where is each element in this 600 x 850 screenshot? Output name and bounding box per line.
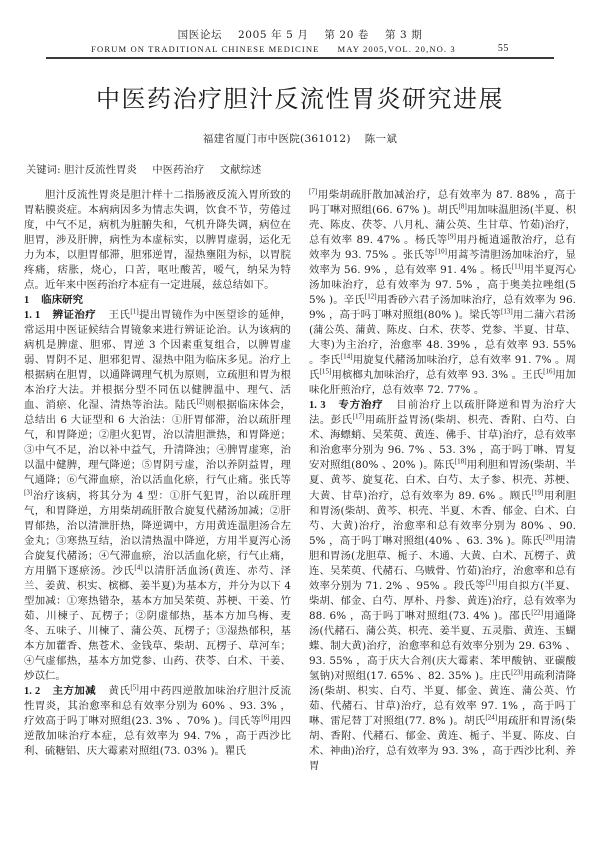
sec13-text-d: 用利胆和胃汤(柴胡、黄芩、枳壳、半夏、木香、郁金、白术、白芍、大黄)治疗，治愈率和总有效率分别为 80% 、90. 5% ，高于吗丁啉对照组(40% 、63. 3% )。陈氏	[309, 489, 576, 547]
reference-marker-22: [22]	[531, 608, 544, 617]
sec12-text-h: 用半夏泻心汤加味治疗，总有效率为 97. 5% ，高于奥美拉唑组(55% )。辛氏	[309, 263, 576, 306]
issue-cn: 第 3 期	[384, 29, 423, 41]
sec12-text-k: 用旋复代赭汤加味治疗，总有效率 91. 7% 。周氏	[309, 354, 576, 382]
section-1-2-title: 主方加减	[52, 685, 97, 698]
reference-marker-10: [10]	[435, 247, 448, 256]
keyword-3: 文献综述	[219, 164, 262, 176]
reference-marker-3: [3]	[24, 488, 33, 497]
reference-marker-13: [13]	[500, 307, 513, 316]
sec12-text-a: 黄氏	[108, 685, 131, 698]
reference-marker-4: [4]	[134, 563, 143, 572]
author-name: 陈一斌	[364, 132, 398, 145]
sec12-text-m: 用加味化肝煎治疗，总有效率 72. 77% 。	[309, 369, 576, 397]
section-1-2-paragraph-cont	[309, 188, 576, 399]
section-1-heading	[24, 293, 291, 308]
section-1-2-number: 1. 2	[24, 686, 41, 698]
reference-marker-7: [7]	[309, 187, 318, 196]
sec12-text-b: 用中药四逆散加味治疗胆汁反流性胃炎，其治愈率和总有效率分别为 60% 、93. 3% ，疗效高于吗丁啉对照组(23. 3% 、70% )。闫氏等	[24, 685, 291, 728]
sec13-text-f: 用自拟方(半夏、柴胡、郁金、白芍、厚朴、丹参、黄连)治疗，总有效率为 88. 6% ，高于吗丁啉对照组(73. 4% )。邵氏	[309, 579, 576, 622]
sec13-text-e: 用清胆和胃汤(龙胆草、栀子、木通、大黄、白术、瓦楞子、黄连、吴茱萸、代赭石、乌贼骨、竹茹)治疗，治愈率和总有效率分别为 71. 2% 、95% 。段氏等	[309, 534, 576, 592]
keyword-1: 胆汁反流性胃炎	[64, 164, 137, 176]
issue-date-cn: 2005 年 5 月	[238, 29, 309, 41]
reference-marker-6: [6]	[261, 713, 270, 722]
sec13-text-h: 用疏利清降汤(柴胡、枳实、白芍、半夏、郁金、黄连、蒲公英、竹茹、代赭石、甘草)治疗，总有效率 97. 1% ，高于吗丁啉、雷尼替丁对照组(77. 8% )。胡氏	[309, 670, 577, 728]
sec12-text-e: 用加味温胆汤(半夏、枳壳、陈皮、茯苓、八月札、蒲公英、生甘草、竹茹)治疗，总有效率 89. 47% 。杨氏等	[309, 203, 576, 246]
page-title: 中医药治疗胆汁反流性胃炎研究进展	[96, 84, 504, 113]
section-1-2-paragraph-start	[24, 684, 291, 759]
reference-marker-16: [16]	[543, 367, 555, 376]
body-columns	[24, 188, 576, 775]
running-head-chinese	[24, 28, 576, 42]
reference-marker-11: [11]	[511, 262, 524, 271]
sec12-text-l: 用槟榔丸加味治疗，总有效率 93. 3% 。王氏	[331, 369, 544, 382]
sec11-text-b: 提出胃镜作为中医望诊的延伸，常运用中医证候结合胃镜象来进行辨证论治。认为该病的病机是脾虚、胆邪、胃逆 3 个因素重复组合，以脾胃虚弱、胃阴不足、胆邪犯胃、湿热中阻为临床多见。治疗上根据病在胆胃，以通降调理气机为原则，立疏胆和胃为根本治疗大法。并根据分型不同伍以健脾温中、理气、活血、消瘀、化湿、清热等治法。陆氏	[24, 308, 291, 412]
section-1-title: 临床研究	[41, 293, 84, 306]
journal-name-cn: 国医论坛	[177, 29, 223, 41]
reference-marker-15: [15]	[319, 367, 332, 376]
sec12-text-i: 用香砂六君子汤加味治疗，总有效率为 96. 9% ，高于吗丁啉对照组(80% )。梁氏等	[309, 293, 576, 321]
reference-marker-12: [12]	[364, 292, 377, 301]
section-1-1-paragraph	[24, 308, 291, 684]
abstract-paragraph: 胆汁反流性胃炎是胆汁样十二指肠液反流入胃所致的胃粘膜炎症。本病病因多为情志失调，饮食不节，劳倦过度，中气不足，病机为脏腑失和，气机升降失调，病位在胆胃，涉及肝脾，病性为本虚标实，以脾胃虚弱，运化无力为本，以胆胃郁滞，胆邪逆胃，湿热壅阻为标，以胃脘疼痛，痞胀，烧心，口苦，呕吐酸苦，嗳气，纳呆为特点。近年来中医药治疗本症有一定进展，兹总结如下。	[24, 188, 291, 291]
section-1-3-paragraph	[309, 398, 576, 774]
sec12-text-j: 用二蒲六君汤(蒲公英、蒲黄、陈皮、白术、茯苓、党参、半夏、甘草、大枣)为主治疗，治愈率 48. 39% ，总有效率 93. 55% 。李氏	[309, 308, 577, 367]
reference-marker-1: [1]	[130, 307, 139, 316]
sec11-text-e: 以清肝活血汤(黄连、赤芍、泽兰、姜黄、枳实、槟榔、姜半夏)为基本方，并分为以下 4 型加减：①寒热错杂，基本方加吴茱萸、苏梗、干姜、竹茹、川楝子、瓦楞子；②阴虚郁热，基本方加乌梅、麦冬、五味子、川楝了、蒲公英、瓦楞子；③湿热郁积，基本方加藿香、焦苍术、金钱草、柴胡、瓦楞子、草河车；④气虚郁热，基本方加党参、山药、茯苓、白术、干姜、炒苡仁。	[24, 564, 291, 683]
reference-marker-9: [9]	[447, 232, 456, 241]
sec12-text-c-left: 用四逆散加味治疗本症，总有效率为 94. 7% ，高于西沙比利、硫糖铝、庆大霉素对照组(73. 03% )。瞿氏	[24, 715, 291, 758]
byline	[24, 131, 576, 147]
sec13-text-b: 用疏肝益胃汤(柴胡、枳壳、香附、白芍、白术、海螵蛸、吴茱萸、黄连、佛手、甘草)治疗，总有效率和治愈率分别为 96. 7% 、53. 3% ，高于吗丁啉、胃复安对照组(80% 、20% )。陈氏	[309, 414, 576, 472]
reference-marker-2: [2]	[196, 397, 205, 406]
sec13-text-i: 用疏肝和胃汤(柴胡、香附、代赭石、郁金、黄连、栀子、半夏、陈皮、白术、神曲)治疗，总有效率为 93. 3% ，高于西沙比利、养胃	[309, 715, 576, 773]
sec13-text-g: 用通降汤(代赭石、蒲公英、枳壳、姜半夏、五灵脂、黄连、玉蝴蝶、制大黄)治疗，治愈率和总有效率分别为 29. 63% 、93. 55% ，高于庆大合剂(庆大霉素、苯甲酸钠、亚碳酸氢钠)对照组(17. 65% 、82. 35% )。庄氏	[309, 609, 576, 683]
sec12-text-d: 用柴胡疏肝散加减治疗，总有效率为 87. 88% ，高于吗丁啉对照组(66. 67% )。胡氏	[309, 188, 576, 216]
reference-marker-24: [24]	[485, 713, 498, 722]
header-divider-rule	[46, 57, 554, 59]
running-head-english	[24, 43, 576, 55]
reference-marker-8: [8]	[458, 202, 467, 211]
section-1-1-number: 1. 1	[24, 309, 41, 321]
reference-marker-19: [19]	[531, 488, 544, 497]
sec13-text-a: 目前治疗上以疏肝降逆和胃为治疗大法。彭氏	[309, 399, 576, 427]
author-affiliation: 福建省厦门市中医院(361012)	[202, 132, 351, 145]
sec11-text-a: 王氏	[108, 308, 131, 321]
reference-marker-5: [5]	[130, 683, 139, 692]
reference-marker-14: [14]	[340, 352, 353, 361]
column-left	[24, 188, 291, 775]
issue-date-en: MAY 2005,VOL. 20,NO. 3	[337, 44, 456, 54]
reference-marker-18: [18]	[454, 457, 467, 466]
sec12-text-f: 用丹栀逍遥散治疗，总有效率为 93. 75% 。张氏等	[309, 233, 576, 261]
reference-marker-20: [20]	[542, 533, 555, 542]
volume-cn: 第 20 卷	[324, 29, 370, 41]
journal-name-en: FORUM ON TRADITIONAL CHINESE MEDICINE	[91, 44, 320, 54]
page-number: 55	[497, 43, 509, 54]
section-1-3-number: 1. 3	[309, 400, 326, 412]
section-1-1-title: 辨证治疗	[52, 308, 97, 321]
section-1-3-title: 专方治疗	[337, 399, 384, 412]
reference-marker-17: [17]	[352, 412, 365, 421]
reference-marker-23: [23]	[511, 668, 523, 677]
keywords-line	[24, 163, 576, 179]
section-1-number: 1	[24, 294, 30, 306]
column-right	[309, 188, 576, 775]
sec11-text-d: 治疗该病，将其分为 4 型：①肝气犯胃，治以疏肝理气，和胃降逆，方用柴胡疏肝散合旋复代赭汤加减；②肝胃郁热，治以清泄肝热，降逆调中，方用黄连温胆汤合左金丸；③寒热互结，治以清热温中降逆，方用半夏泻心汤合旋复代赭汤；④气滞血瘀，治以活血化瘀，行气止痛，方用膈下逐瘀汤。沙氏	[24, 489, 291, 577]
keyword-2: 中医药治疗	[152, 164, 205, 176]
sec13-text-c: 用利胆和胃汤(柴胡、半夏、黄芩、旋复花、白术、白芍、太子参、枳壳、苏梗、大黄、甘草)治疗，总有效率为 89. 6% 。顾氏	[309, 459, 576, 502]
running-head	[24, 28, 576, 55]
sec12-text-g: 用蒿芩清胆汤加味治疗，显效率为 56. 9% ，总有效率 91. 4% 。杨氏	[309, 248, 576, 276]
sec11-text-c: 则根据临床体会，总结出 6 大证型和 6 大治法：①肝胃郁滞，治以疏肝理气，和胃降逆；②胆火犯胃，治以清胆泄热，和胃降逆；③中气不足，治以补中益气，升清降浊；④脾胃虚寒，治以温中健脾，理气降逆；⑤胃阴亏虚，治以养阴益胃，理气通降；⑥气滞血瘀，治以活血化瘀，行气止痛。张氏等	[24, 399, 291, 487]
reference-marker-21: [21]	[485, 578, 498, 587]
keywords-label: 关键词:	[26, 164, 61, 176]
